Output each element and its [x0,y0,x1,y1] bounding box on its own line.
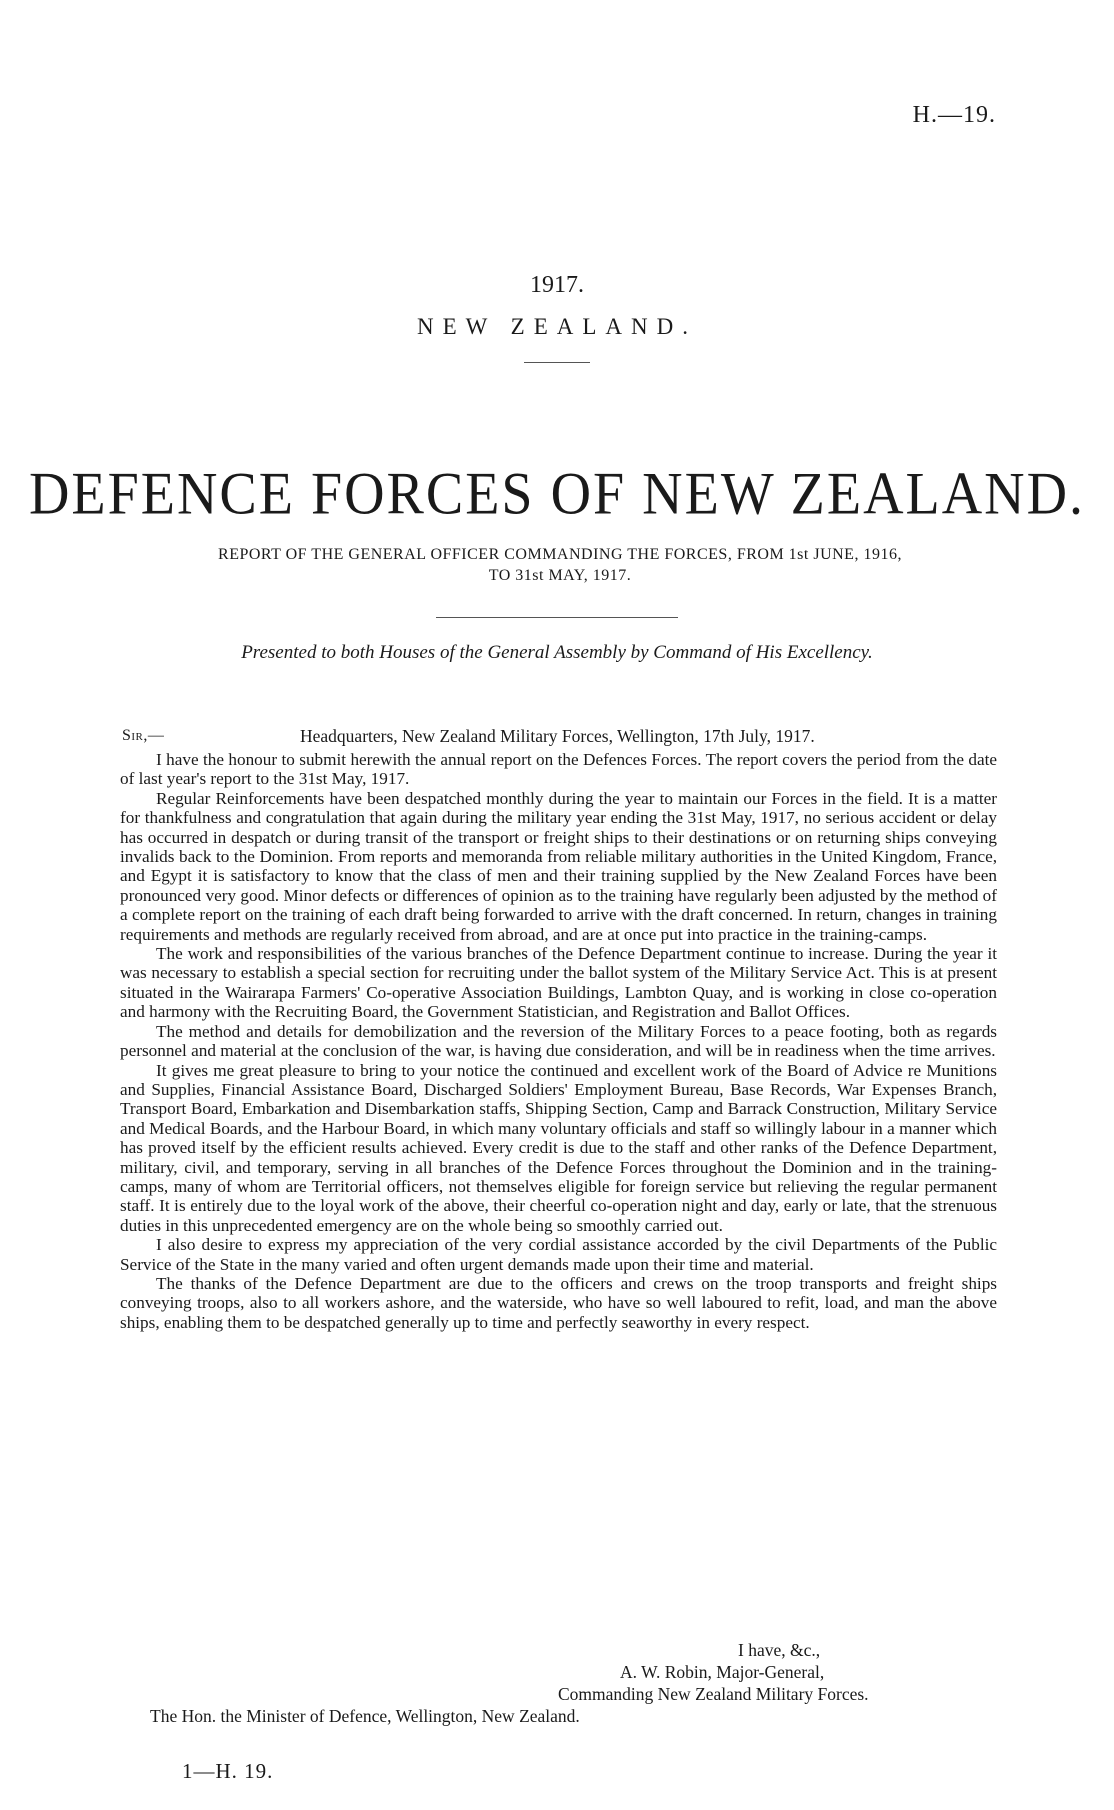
letter-body [120,750,997,1332]
salutation: Sir,— [122,727,165,744]
subtitle [120,544,1000,586]
divider-rule [436,617,678,618]
paragraph: I have the honour to submit herewith the annual report on the Defences Forces. The report covers the period from the date of last year's report to the 31st May, 1917. [120,750,997,789]
subtitle-line-2: TO 31st MAY, 1917. [488,567,632,584]
page-code: H.—19. [912,102,996,128]
paragraph: I also desire to express my appreciation of the very cordial assistance accorded by the civil Departments of the Public Service of the State in the many varied and often urgent demands made upon their time and material. [120,1235,997,1274]
country-heading: NEW ZEALAND. [416,314,698,339]
divider-rule [524,362,590,363]
report-year: 1917. [530,272,584,298]
subtitle-line-1: REPORT OF THE GENERAL OFFICER COMMANDING THE FORCES, FROM 1st JUNE, 1916, [218,546,902,563]
signature-title: Commanding New Zealand Military Forces. [558,1684,869,1704]
paragraph: It gives me great pleasure to bring to your notice the continued and excellent work of the Board of Advice re Munitions and Supplies, Financial Assistance Board, Discharged Soldiers' Employment Bureau, Base Records, War Expenses Branch, Transport Board, Embarkation and Disembarkation staffs, Shipping Section, Camp and Barrack Construction, Military Service and Medical Boards, and the Harbour Board, in which many voluntary officials and staff so willingly labour in a manner which has proved itself by the efficient results achieved. Every credit is due to the staff and other ranks of the Defence Department, military, civil, and temporary, serving in all branches of the Defence Forces throughout the Dominion and in the training-camps, many of whom are Territorial officers, not themselves eligible for foreign service but relieving the regular permanent staff. It is entirely due to the loyal work of the above, their cheerful co-operation night and day, early or late, that the strenuous duties in this unprecedented emergency are on the whole being so smoothly carried out. [120,1060,997,1235]
sheet-code: 1—H. 19. [182,1759,274,1783]
signature-name: A. W. Robin, Major-General, [620,1662,825,1682]
closing: I have, &c., [738,1640,821,1660]
paragraph: The thanks of the Defence Department are due to the officers and crews on the troop transports and freight ships conveying troops, also to all workers ashore, and the waterside, who have so well laboured to refit, load, and man the above ships, enabling them to be despatched generally up to time and perfectly seaworthy in every respect. [120,1273,997,1332]
paragraph: The work and responsibilities of the various branches of the Defence Department continue to increase. During the year it was necessary to establish a special section for recruiting under the ballot system of the Military Service Act. This is at present situated in the Wairarapa Farmers' Co-operative Association Buildings, Lambton Quay, and is working in close co-operation and harmony with the Recruiting Board, the Government Statistician, and Registration and Ballot Offices. [120,944,997,1022]
dateline: Headquarters, New Zealand Military Forces, Wellington, 17th July, 1917. [300,726,815,746]
presented-line: Presented to both Houses of the General Assembly by Command of His Excellency. [241,642,873,663]
main-title: DEFENCE FORCES OF NEW ZEALAND. [28,460,1086,528]
addressee: The Hon. the Minister of Defence, Wellington, New Zealand. [150,1706,580,1726]
paragraph: Regular Reinforcements have been despatched monthly during the year to maintain our Forces in the field. It is a matter for thankfulness and congratulation that again during the military year ending the 31st May, 1917, no serious accident or delay has occurred in despatch or during transit of the transport or freight ships to their destinations or on returning ships conveying invalids back to the Dominion. From reports and memoranda from reliable military authorities in the United Kingdom, France, and Egypt it is satisfactory to know that the class of men and their training supplied by the New Zealand Forces have been pronounced very good. Minor defects or differences of opinion as to the training have regularly been adjusted by the method of a complete report on the training of each draft being forwarded to arrive with the draft concerned. In return, changes in training requirements and methods are regularly received from abroad, and are at once put into practice in the training-camps. [120,788,997,944]
paragraph: The method and details for demobilization and the reversion of the Military Forces to a peace footing, both as regards personnel and material at the conclusion of the war, is having due consideration, and will be in readiness when the time arrives. [120,1021,997,1061]
